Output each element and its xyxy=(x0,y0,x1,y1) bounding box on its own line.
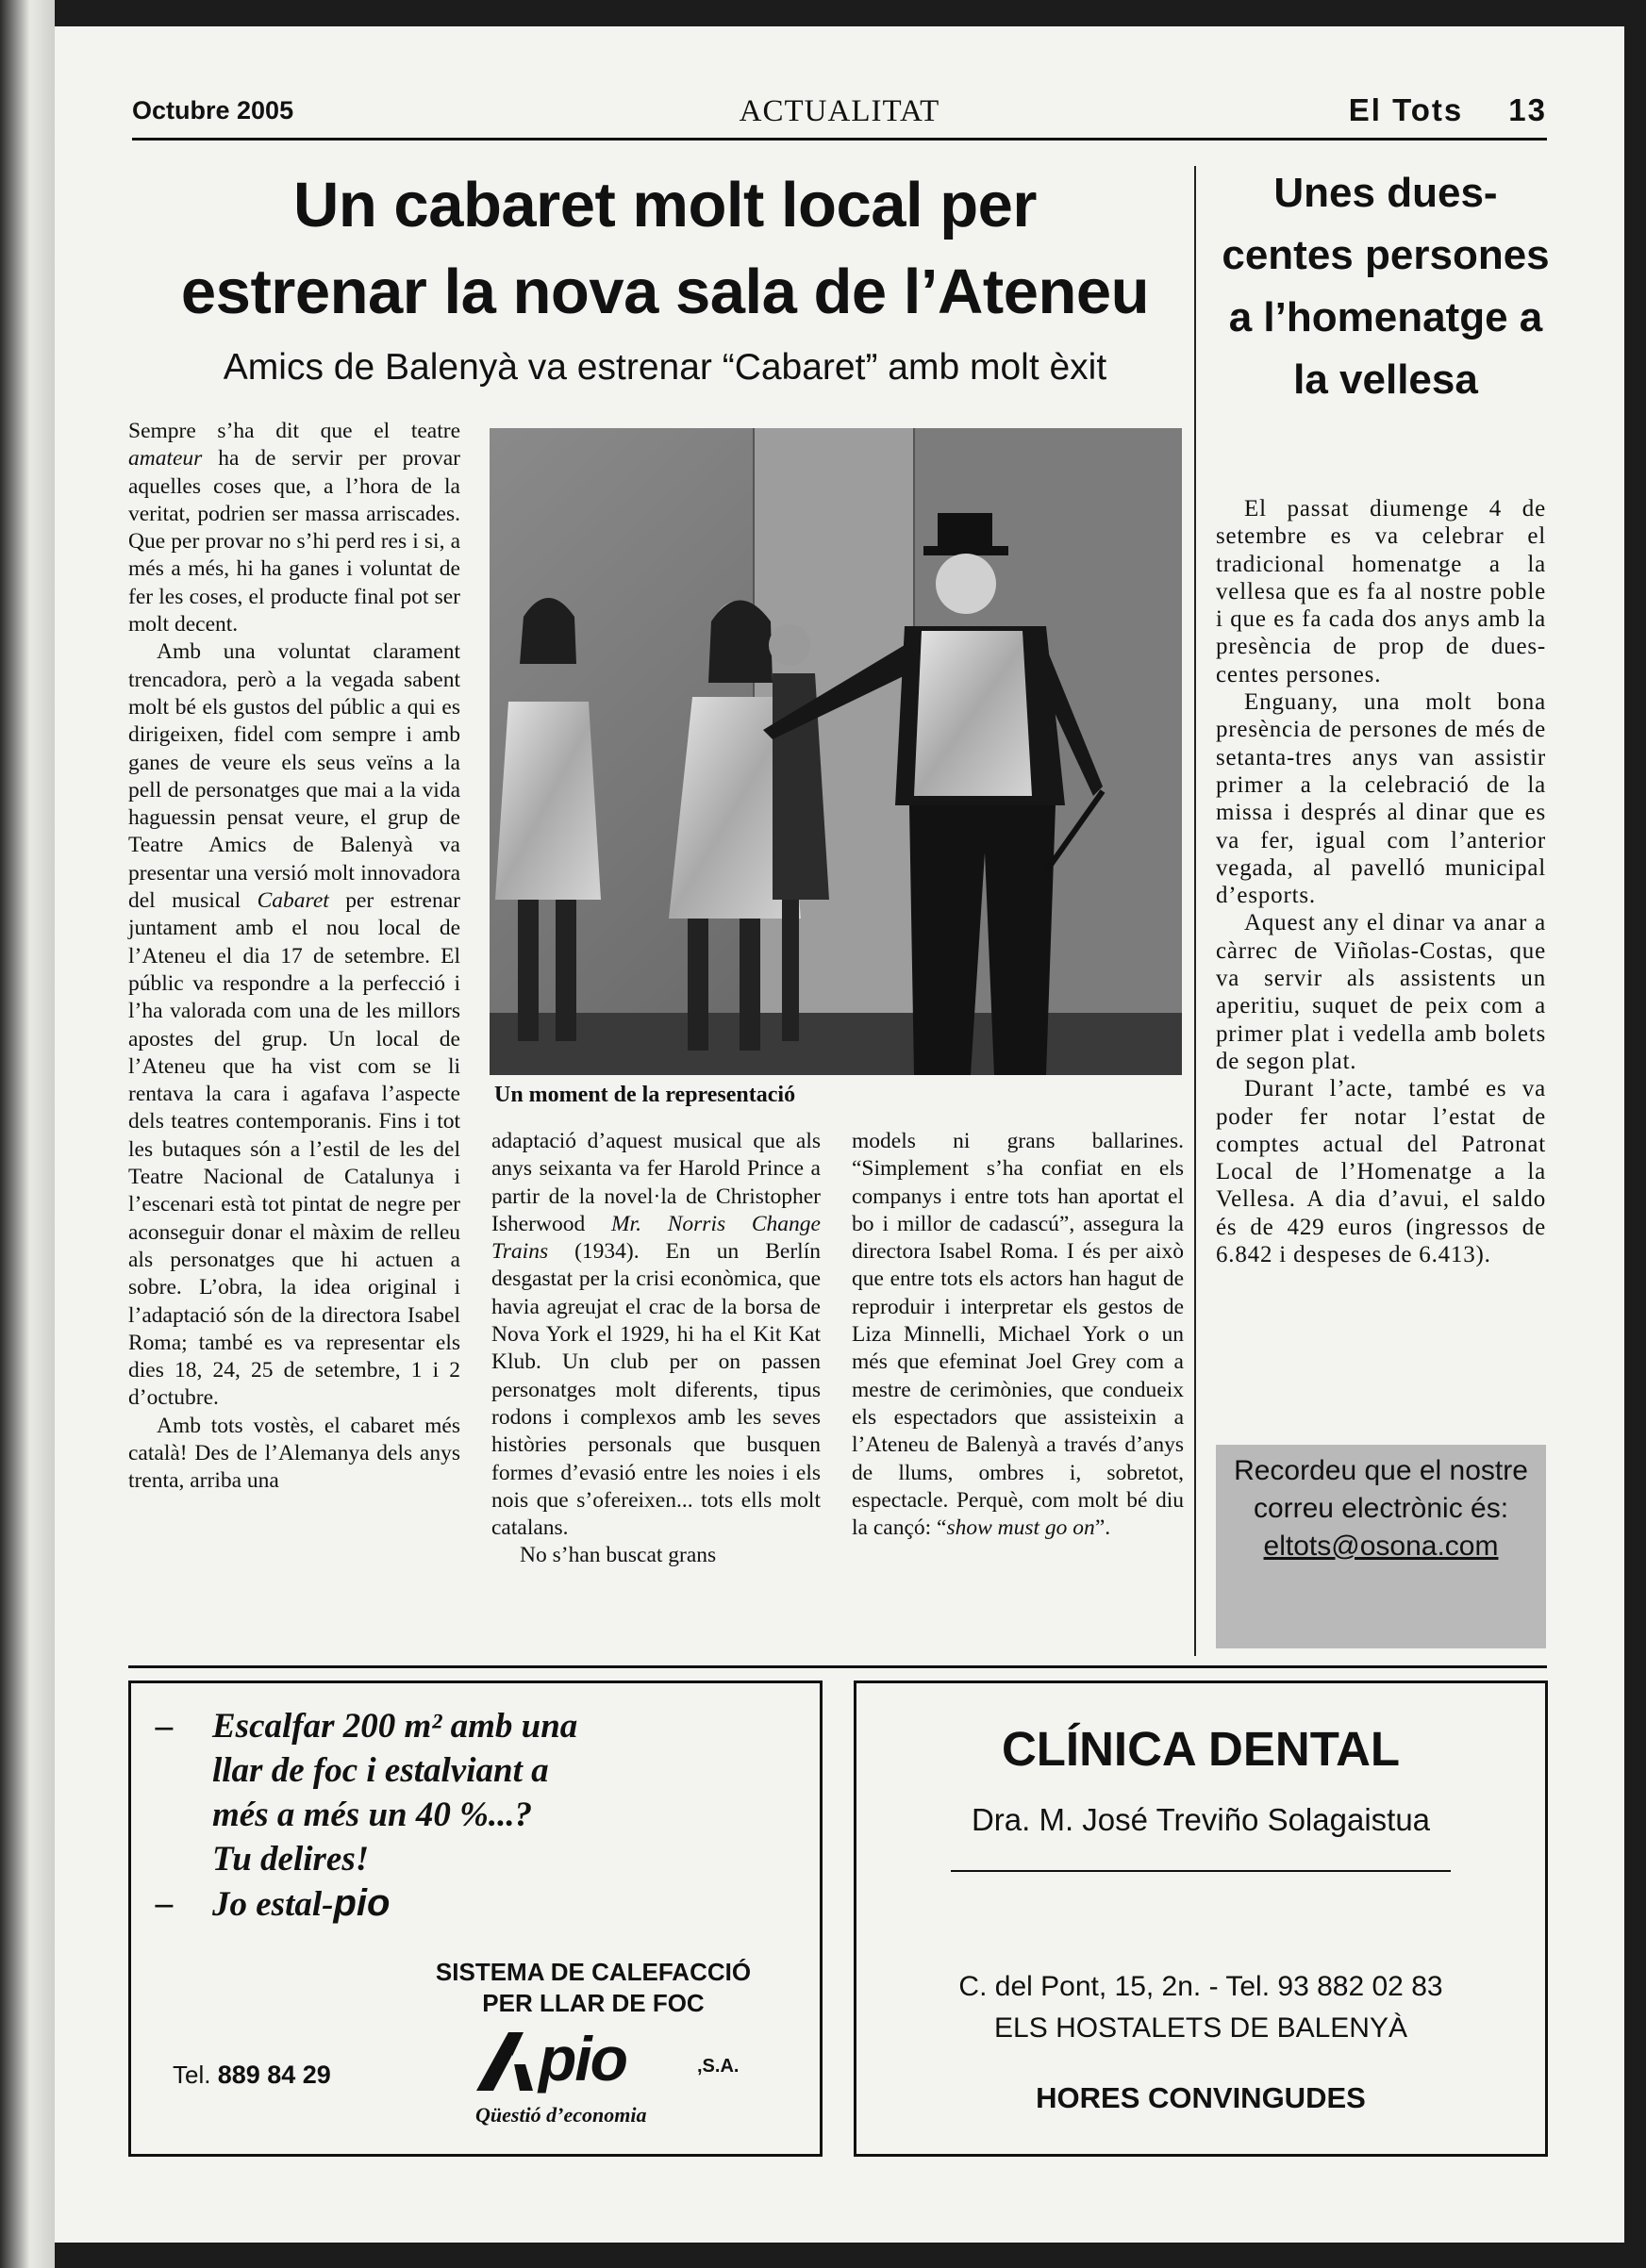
system-line: SISTEMA DE CALEFACCIÓ xyxy=(435,1958,752,1986)
phone-number: 889 84 29 xyxy=(217,2061,331,2089)
slogan-line: Escalfar 200 m² amb una xyxy=(212,1707,578,1746)
headline-line-1: Un cabaret molt local per xyxy=(293,170,1037,240)
article-headline xyxy=(141,162,1189,336)
article-paragraph: adaptació d’aquest musical que als anys seixanta va fer Harold Prince a partir de la novel·la de Christopher Isherwood Mr. Norris Change Trains (1934). En un Berlín desgastat per la crisi econòmica, que havia agreujat el crac de la borsa de Nova York el 1929, hi ha el Kit Kat Klub. Un club per on passen personatges molt diferents, tipus rodons i complexos amb les seves històries personals que busquen formes d’evasió entre les noies i els nois que s’ofereixen... tots ells molt catalans. xyxy=(491,1129,821,1541)
dental-advert xyxy=(854,1680,1548,2157)
sidebar-paragraph: Aquest any el dinar va anar a càrrec de Viñolas-Costas, que va servir als assistents un aperitiu, suquet de peix com a primer plat i vedella amb bolets de segon plat. xyxy=(1216,910,1546,1074)
slogan-line: més a més un 40 %...? xyxy=(212,1796,533,1834)
slogan-line: llar de foc i estalviant a xyxy=(212,1751,549,1790)
slogan-line: Jo estal- xyxy=(212,1885,334,1924)
article-subheadline: Amics de Balenyà va estrenar “Cabaret” amb molt èxit xyxy=(223,347,1107,388)
dental-doctor: Dra. M. José Treviño Solagaistua xyxy=(971,1802,1431,1837)
dental-address: C. del Pont, 15, 2n. - Tel. 93 882 02 83 xyxy=(958,1971,1443,2002)
article-paragraph: No s’han buscat grans xyxy=(520,1543,717,1568)
ads-divider xyxy=(128,1665,1547,1668)
pio-tagline: Qüestió d’economia xyxy=(475,2103,647,2127)
pio-logo-text: pio xyxy=(539,2024,626,2094)
dental-contact xyxy=(856,1966,1545,2049)
headline-line-2: estrenar la nova sala de l’Ateneu xyxy=(180,257,1150,327)
sidebar-headline: Unes dues-centes persones a l’homenatge a la vellesa xyxy=(1222,170,1550,403)
article-column-2 xyxy=(491,1128,821,1570)
sidebar-paragraph: Durant l’acte, també es va poder fer notar l’estat de comptes actual del Patronat Local de l’Homenatge a la Vellesa. A dia d’avui, el saldo és de 429 euros (ingressos de 6.842 i despeses de 6.413). xyxy=(1216,1076,1546,1268)
dental-divider xyxy=(951,1870,1451,1872)
email-notice-text: Recordeu que el nostre correu electrònic és: xyxy=(1234,1455,1528,1524)
header-date: Octubre 2005 xyxy=(132,96,294,124)
sidebar-column xyxy=(1216,495,1546,1268)
column-divider xyxy=(1194,166,1196,1656)
slogan-dash: – xyxy=(156,1707,174,1746)
article-paragraph: Amb una voluntat clarament trencadora, però a la vegada sabent molt bé els gustos del públic a qui es dirigeixen, fidel com sempre i amb ganes de veure els seus veïns a la pell de personatges que mai a la vida haguessin pensat veure, el grup de Teatre Amics de Balenyà va presentar una versió molt innovadora del musical Cabaret per estrenar juntament amb el nou local de l’Ateneu el dia 17 de setembre. El públic va respondre a la perfecció i l’ha valorada com una de les millors apostes del grup. Un local de l’Ateneu que ha vist com se li rentava la cara i agafava l’aspecte dels teatres contemporanis. Fins i tot les butaques són a l’estil de les del Teatre Nacional de Catalunya i l’escenari està tot pintat de negre per aconseguir donar el màxim de relleu als personatges que hi actuen a sobre. L’obra, la idea original i l’adaptació són de la directora Isabel Roma; també es va representar els dies 18, 24, 25 de setembre, 1 i 2 d’octubre. xyxy=(128,639,460,1411)
slogan-line: Tu delires! xyxy=(212,1840,370,1879)
article-paragraph: Amb tots vostès, el cabaret més català! Des de l’Alemanya dels anys trenta, arriba una xyxy=(128,1413,460,1494)
page-header xyxy=(132,92,1547,141)
sidebar-paragraph: El passat diumenge 4 de setembre es va celebrar el tradicional homenatge a la vellesa que es fa al nostre poble i que es fa cada dos anys amb la presència de prop de dues-centes persones. xyxy=(1216,496,1546,687)
header-publication xyxy=(1349,92,1547,128)
pio-logo-suffix: ,S.A. xyxy=(697,2056,740,2077)
article-column-1 xyxy=(128,418,460,1496)
slogan-brand: pio xyxy=(333,1882,391,1924)
article-paragraph: Sempre s’ha dit que el teatre amateur ha de servir per provar aquelles coses que, a l’hora de la veritat, podrien ser massa arriscades. Que per provar no s’hi perd res i si, a més a més, hi ha ganes i voluntat de fer les coses, el producte final pot ser molt decent. xyxy=(128,419,460,637)
advert-system xyxy=(414,1957,773,2019)
article-photo xyxy=(490,428,1182,1075)
page-spine xyxy=(0,0,55,2268)
photo-caption: Un moment de la representació xyxy=(494,1083,796,1107)
slogan-dash: – xyxy=(156,1884,174,1923)
pio-advert xyxy=(128,1680,823,2157)
phone-label: Tel. xyxy=(173,2061,211,2089)
page-number: 13 xyxy=(1508,92,1547,127)
header-section: ACTUALITAT xyxy=(739,94,940,128)
dental-hours: HORES CONVINGUDES xyxy=(1036,2081,1366,2114)
sidebar-paragraph: Enguany, una molt bona presència de persones de més de setanta-tres anys van assistir primer a la celebració de la missa i després al dinar que es va fer, igual com l’anterior vegada, al pavelló municipal d’esports. xyxy=(1216,689,1546,909)
email-notice-box xyxy=(1216,1445,1546,1648)
publication-name: El Tots xyxy=(1348,92,1464,127)
email-link[interactable]: eltots@osona.com xyxy=(1263,1531,1499,1562)
cabaret-stage-photo xyxy=(490,428,1182,1075)
dental-title: CLÍNICA DENTAL xyxy=(1001,1722,1401,1776)
advert-phone xyxy=(173,2061,331,2090)
system-line: PER LLAR DE FOC xyxy=(482,1989,705,2017)
article-paragraph: models ni grans ballarines. “Simplement s’ha confiat en els companys i entre tots han aportat el bo i millor de cadascú”, assegura la directora Isabel Roma. I és per això que entre tots els actors han hagut de reproduir i interpretar els gestos de Liza Minnelli, Michael York o un més que efeminat Joel Grey com a mestre de cerimònies, que condueix els espectadors que assisteixin a l’Ateneu de Balenyà a través d’anys de llums, ombres i, sobretot, espectacle. Perquè, com molt bé diu la cançó: “show must go on”. xyxy=(852,1129,1184,1541)
dental-town: ELS HOSTALETS DE BALENYÀ xyxy=(994,2012,1407,2044)
advert-slogan xyxy=(156,1704,740,1927)
article-column-3 xyxy=(852,1128,1184,1542)
